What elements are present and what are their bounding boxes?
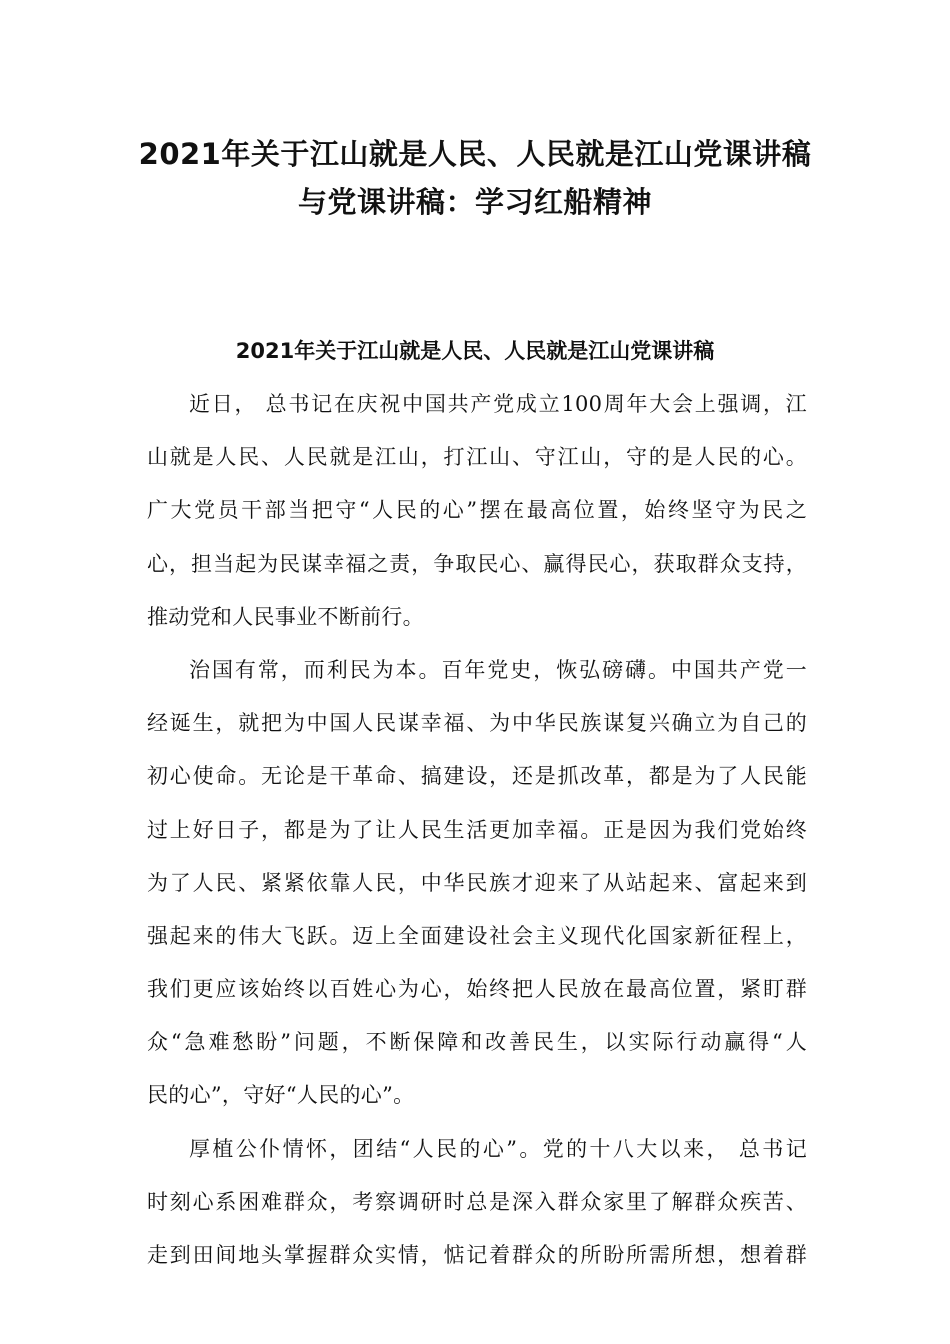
paragraph-line: 心，担当起为民谋幸福之责，争取民心、赢得民心，获取群众支持， <box>147 551 807 576</box>
paragraph-line: 众“急难愁盼”问题，不断保障和改善民生，以实际行动赢得“人 <box>147 1030 807 1055</box>
paragraph-line: 广大党员干部当把守“人民的心”摆在最高位置，始终坚守为民之 <box>147 498 807 523</box>
paragraph-line: 我们更应该始终以百姓心为心，始终把人民放在最高位置，紧盯群 <box>147 977 807 1002</box>
paragraph-3 <box>147 1123 807 1283</box>
document-title-line-1: 2021年关于江山就是人民、人民就是江山党课讲稿 <box>138 137 812 171</box>
body-text <box>147 378 807 1282</box>
paragraph-line: 治国有常，而利民为本。百年党史，恢弘磅礴。中国共产党一 <box>189 657 807 682</box>
section-heading: 2021年关于江山就是人民、人民就是江山党课讲稿 <box>235 339 715 363</box>
paragraph-line: 初心使命。无论是干革命、搞建设，还是抓改革，都是为了人民能 <box>147 764 807 789</box>
paragraph-line: 时刻心系困难群众，考察调研时总是深入群众家里了解群众疾苦、 <box>147 1189 807 1214</box>
paragraph-1 <box>147 378 807 644</box>
document-title <box>120 130 830 226</box>
paragraph-line: 近日， 总书记在庆祝中国共产党成立100周年大会上强调，江 <box>189 392 807 416</box>
document-title-line-2: 与党课讲稿：学习红船精神 <box>297 185 652 219</box>
paragraph-line: 为了人民、紧紧依靠人民，中华民族才迎来了从站起来、富起来到 <box>147 870 807 895</box>
paragraph-line: 推动党和人民事业不断前行。 <box>147 604 424 629</box>
paragraph-line: 过上好日子，都是为了让人民生活更加幸福。正是因为我们党始终 <box>147 817 807 842</box>
paragraph-line: 山就是人民、人民就是江山，打江山、守江山，守的是人民的心。 <box>147 445 807 470</box>
paragraph-line: 民的心”，守好“人民的心”。 <box>147 1083 415 1108</box>
paragraph-line: 强起来的伟大飞跃。迈上全面建设社会主义现代化国家新征程上， <box>147 923 807 948</box>
paragraph-line: 厚植公仆情怀，团结“人民的心”。党的十八大以来， 总书记 <box>189 1136 807 1161</box>
paragraph-line: 走到田间地头掌握群众实情，惦记着群众的所盼所需所想，想着群 <box>147 1243 807 1267</box>
paragraph-2 <box>147 644 807 1123</box>
paragraph-line: 经诞生，就把为中国人民谋幸福、为中华民族谋复兴确立为自己的 <box>147 711 807 736</box>
